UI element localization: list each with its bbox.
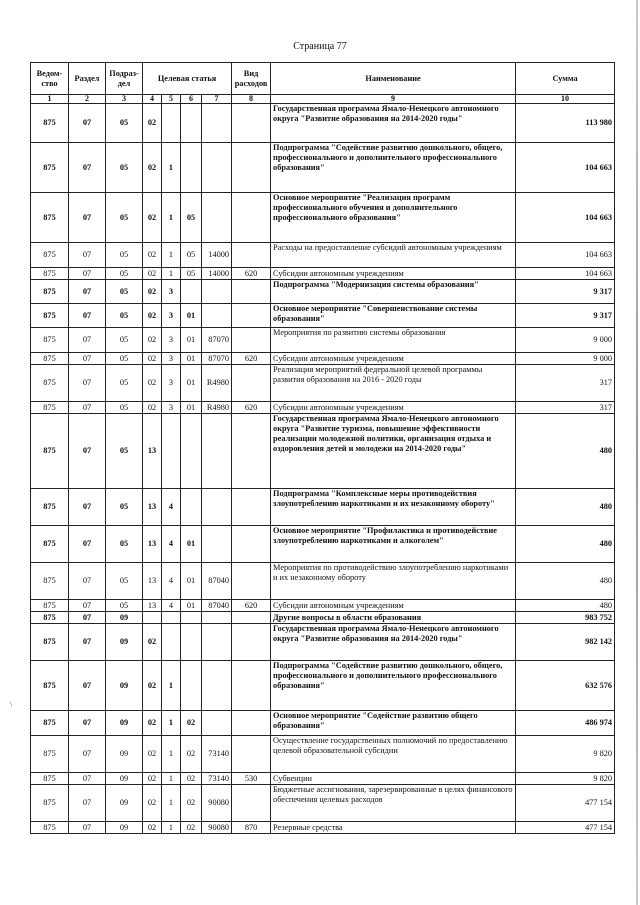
header-vedomstvo: Ведом-ство	[31, 63, 69, 95]
table-row	[31, 600, 615, 612]
column-number-row	[31, 95, 615, 104]
table-row	[31, 365, 615, 402]
row-code-cell: 05	[106, 268, 143, 280]
row-name-cell: Реализация мероприятий федеральной целевой программы развития образования на 2016 - 2020 годы	[271, 365, 516, 402]
column-number: 5	[162, 95, 181, 104]
row-code-cell	[181, 104, 202, 143]
row-name-cell: Подпрограмма "Комплексные меры противодействия злоупотреблению наркотиками и их незаконному обороту"	[271, 489, 516, 526]
row-code-cell	[181, 489, 202, 526]
row-code-cell: 07	[69, 612, 106, 624]
column-number: 8	[232, 95, 271, 104]
row-code-cell: 05	[106, 526, 143, 563]
row-code-cell	[202, 489, 232, 526]
row-code-cell: 05	[106, 365, 143, 402]
row-code-cell: 875	[31, 822, 69, 834]
row-code-cell: 1	[162, 661, 181, 711]
row-code-cell: 07	[69, 243, 106, 268]
row-code-cell: 05	[106, 328, 143, 353]
row-amount-cell: 104 663	[516, 268, 615, 280]
row-code-cell: 02	[143, 143, 162, 193]
row-code-cell: 01	[181, 526, 202, 563]
row-code-cell: 02	[143, 773, 162, 785]
row-code-cell: 07	[69, 624, 106, 661]
row-code-cell: 875	[31, 143, 69, 193]
row-code-cell: 07	[69, 600, 106, 612]
row-code-cell: 05	[106, 304, 143, 328]
row-code-cell: 875	[31, 736, 69, 773]
row-amount-cell: 9 317	[516, 304, 615, 328]
row-amount-cell: 113 980	[516, 104, 615, 143]
row-code-cell: 87040	[202, 563, 232, 600]
header-summa: Сумма	[516, 63, 615, 95]
row-code-cell	[181, 661, 202, 711]
row-code-cell	[232, 624, 271, 661]
row-code-cell: 09	[106, 785, 143, 822]
header-vid-rashodov: Вид расходов	[232, 63, 271, 95]
row-name-cell: Основное мероприятие "Реализация программ профессионального обучения и дополнительного профессионального образования"	[271, 193, 516, 243]
row-code-cell: 05	[181, 193, 202, 243]
row-code-cell: 875	[31, 661, 69, 711]
table-row	[31, 304, 615, 328]
row-code-cell: 875	[31, 624, 69, 661]
row-code-cell: 09	[106, 661, 143, 711]
table-row	[31, 402, 615, 414]
row-code-cell: 875	[31, 328, 69, 353]
row-code-cell: 14000	[202, 243, 232, 268]
row-amount-cell: 983 752	[516, 612, 615, 624]
row-amount-cell: 9 000	[516, 328, 615, 353]
row-amount-cell: 104 663	[516, 243, 615, 268]
column-number: 3	[106, 95, 143, 104]
table-row	[31, 624, 615, 661]
row-code-cell: 07	[69, 402, 106, 414]
row-code-cell: 02	[143, 193, 162, 243]
row-code-cell: 07	[69, 736, 106, 773]
row-code-cell: 07	[69, 304, 106, 328]
row-code-cell	[202, 143, 232, 193]
row-code-cell: 02	[181, 785, 202, 822]
row-code-cell: 875	[31, 353, 69, 365]
row-code-cell	[232, 563, 271, 600]
row-amount-cell: 9 000	[516, 353, 615, 365]
row-code-cell	[162, 104, 181, 143]
row-code-cell: 07	[69, 104, 106, 143]
table-row	[31, 268, 615, 280]
row-code-cell	[181, 143, 202, 193]
row-code-cell: 05	[106, 489, 143, 526]
row-code-cell: 620	[232, 353, 271, 365]
header-razdel: Раздел	[69, 63, 106, 95]
row-code-cell: 620	[232, 402, 271, 414]
row-name-cell: Государственная программа Ямало-Ненецкого автономного округа "Развитие туризма, повышение эффективности реализации молодежной политики, организация отдыха и оздоровления детей и молодежи на 2014-2020 годы"	[271, 414, 516, 489]
row-code-cell: 14000	[202, 268, 232, 280]
table-row	[31, 526, 615, 563]
row-code-cell: 09	[106, 736, 143, 773]
row-code-cell: 13	[143, 563, 162, 600]
row-code-cell: 1	[162, 243, 181, 268]
column-number: 10	[516, 95, 615, 104]
row-name-cell: Бюджетные ассигнования, зарезервированные в целях финансового обеспечения целевых расходов	[271, 785, 516, 822]
row-name-cell: Государственная программа Ямало-Ненецкого автономного округа "Развитие образования на 2014-2020 годы"	[271, 624, 516, 661]
row-code-cell: 01	[181, 365, 202, 402]
column-number: 2	[69, 95, 106, 104]
row-code-cell	[232, 612, 271, 624]
row-code-cell: 01	[181, 600, 202, 612]
row-amount-cell: 486 974	[516, 711, 615, 736]
row-code-cell	[232, 365, 271, 402]
row-code-cell: 07	[69, 822, 106, 834]
row-code-cell: 02	[143, 268, 162, 280]
row-code-cell	[181, 612, 202, 624]
row-code-cell	[232, 193, 271, 243]
table-body	[31, 104, 615, 834]
row-code-cell: 07	[69, 328, 106, 353]
table-row	[31, 785, 615, 822]
row-code-cell: 90080	[202, 822, 232, 834]
row-code-cell	[232, 328, 271, 353]
row-code-cell: 05	[106, 280, 143, 304]
row-code-cell: 02	[181, 736, 202, 773]
row-name-cell: Государственная программа Ямало-Ненецкого автономного округа "Развитие образования на 2014-2020 годы"	[271, 104, 516, 143]
row-code-cell: 07	[69, 143, 106, 193]
row-code-cell	[202, 624, 232, 661]
row-code-cell: 1	[162, 773, 181, 785]
table-header-row	[31, 63, 615, 95]
row-name-cell: Основное мероприятие "Профилактика и противодействие злоупотреблению наркотиками и алкоголем"	[271, 526, 516, 563]
table-row	[31, 612, 615, 624]
row-code-cell: 02	[143, 243, 162, 268]
row-code-cell: 875	[31, 563, 69, 600]
row-code-cell: 05	[106, 600, 143, 612]
row-code-cell: 875	[31, 773, 69, 785]
row-code-cell: 4	[162, 526, 181, 563]
header-podrazdel: Подраз-дел	[106, 63, 143, 95]
row-code-cell	[202, 526, 232, 563]
row-name-cell: Основное мероприятие "Содействие развитию общего образования"	[271, 711, 516, 736]
column-number: 6	[181, 95, 202, 104]
row-code-cell: 09	[106, 624, 143, 661]
row-name-cell: Субсидии автономным учреждениям	[271, 268, 516, 280]
row-code-cell: 07	[69, 365, 106, 402]
row-code-cell: 05	[106, 414, 143, 489]
row-code-cell: 01	[181, 353, 202, 365]
row-amount-cell: 317	[516, 402, 615, 414]
row-code-cell: 875	[31, 526, 69, 563]
header-naimenovanie: Наименование	[271, 63, 516, 95]
row-code-cell: 01	[181, 563, 202, 600]
row-name-cell: Подпрограмма "Модернизация системы образования"	[271, 280, 516, 304]
row-code-cell: R4980	[202, 402, 232, 414]
row-amount-cell: 480	[516, 563, 615, 600]
row-code-cell	[202, 304, 232, 328]
table-row	[31, 243, 615, 268]
row-code-cell: 07	[69, 353, 106, 365]
row-amount-cell: 632 576	[516, 661, 615, 711]
row-code-cell: 875	[31, 280, 69, 304]
row-code-cell	[232, 414, 271, 489]
row-code-cell	[232, 489, 271, 526]
row-code-cell: 05	[106, 402, 143, 414]
row-code-cell: 02	[181, 773, 202, 785]
scan-mark: \	[10, 700, 13, 709]
table-row	[31, 736, 615, 773]
row-code-cell: 07	[69, 526, 106, 563]
row-name-cell: Субвенции	[271, 773, 516, 785]
row-name-cell: Мероприятия по противодействию злоупотреблению наркотиками и их незаконному обороту	[271, 563, 516, 600]
row-code-cell	[181, 414, 202, 489]
row-code-cell: 87040	[202, 600, 232, 612]
row-code-cell: 05	[106, 104, 143, 143]
row-amount-cell: 480	[516, 600, 615, 612]
row-code-cell: 07	[69, 773, 106, 785]
row-code-cell: 05	[106, 243, 143, 268]
row-code-cell: 4	[162, 563, 181, 600]
row-code-cell: 09	[106, 773, 143, 785]
row-code-cell	[232, 104, 271, 143]
row-amount-cell: 480	[516, 414, 615, 489]
row-code-cell: 07	[69, 193, 106, 243]
column-number: 9	[271, 95, 516, 104]
row-code-cell: 09	[106, 711, 143, 736]
column-number: 7	[202, 95, 232, 104]
row-code-cell	[232, 711, 271, 736]
row-code-cell: 05	[106, 563, 143, 600]
row-name-cell: Основное мероприятие "Совершенствование системы образования"	[271, 304, 516, 328]
row-amount-cell: 477 154	[516, 822, 615, 834]
row-code-cell: 05	[106, 143, 143, 193]
row-code-cell: 875	[31, 193, 69, 243]
row-code-cell: 1	[162, 268, 181, 280]
table-row	[31, 822, 615, 834]
row-name-cell: Расходы на предоставление субсидий автономным учреждениям	[271, 243, 516, 268]
row-code-cell: 620	[232, 600, 271, 612]
row-name-cell: Мероприятия по развитию системы образования	[271, 328, 516, 353]
header-celevaya-statya: Целевая статья	[143, 63, 232, 95]
row-code-cell: 05	[106, 193, 143, 243]
row-code-cell: 1	[162, 736, 181, 773]
row-code-cell: 07	[69, 268, 106, 280]
row-amount-cell: 317	[516, 365, 615, 402]
row-code-cell	[202, 612, 232, 624]
row-amount-cell: 104 663	[516, 193, 615, 243]
row-code-cell: 07	[69, 711, 106, 736]
budget-table	[30, 62, 615, 834]
row-code-cell: 1	[162, 143, 181, 193]
row-name-cell: Другие вопросы в области образования	[271, 612, 516, 624]
table-row	[31, 773, 615, 785]
row-code-cell: 3	[162, 353, 181, 365]
row-code-cell	[143, 612, 162, 624]
table-row	[31, 414, 615, 489]
row-code-cell: 07	[69, 280, 106, 304]
page-edge	[636, 0, 638, 905]
row-code-cell: 1	[162, 193, 181, 243]
row-name-cell: Осуществление государственных полномочий по предоставлению целевой образовательной субсидии	[271, 736, 516, 773]
row-code-cell	[202, 711, 232, 736]
row-code-cell: 02	[181, 822, 202, 834]
row-code-cell: 875	[31, 612, 69, 624]
row-code-cell	[232, 736, 271, 773]
row-code-cell: 1	[162, 822, 181, 834]
row-code-cell: 02	[143, 736, 162, 773]
row-code-cell: 875	[31, 600, 69, 612]
row-code-cell: 875	[31, 268, 69, 280]
row-name-cell: Субсидии автономным учреждениям	[271, 402, 516, 414]
row-code-cell	[202, 104, 232, 143]
row-code-cell: 1	[162, 785, 181, 822]
row-code-cell: 02	[143, 822, 162, 834]
row-code-cell: 870	[232, 822, 271, 834]
row-code-cell	[202, 661, 232, 711]
row-code-cell	[202, 414, 232, 489]
row-code-cell: 875	[31, 402, 69, 414]
row-code-cell: 90080	[202, 785, 232, 822]
row-code-cell: 620	[232, 268, 271, 280]
row-code-cell	[162, 414, 181, 489]
row-code-cell	[232, 304, 271, 328]
row-code-cell: 05	[181, 268, 202, 280]
row-code-cell	[162, 624, 181, 661]
row-code-cell: 13	[143, 414, 162, 489]
row-code-cell	[232, 143, 271, 193]
table-row	[31, 104, 615, 143]
row-amount-cell: 982 142	[516, 624, 615, 661]
table-row	[31, 143, 615, 193]
table-row	[31, 193, 615, 243]
row-code-cell: 13	[143, 526, 162, 563]
row-code-cell	[202, 193, 232, 243]
row-code-cell: 02	[143, 365, 162, 402]
row-code-cell: 875	[31, 243, 69, 268]
table-row	[31, 328, 615, 353]
table-row	[31, 280, 615, 304]
row-code-cell: 875	[31, 304, 69, 328]
row-amount-cell: 9 820	[516, 736, 615, 773]
row-code-cell	[202, 280, 232, 304]
row-code-cell: 875	[31, 489, 69, 526]
row-code-cell: 875	[31, 414, 69, 489]
row-code-cell: 02	[143, 280, 162, 304]
row-code-cell: 875	[31, 104, 69, 143]
row-code-cell: R4980	[202, 365, 232, 402]
row-amount-cell: 9 820	[516, 773, 615, 785]
row-name-cell: Резервные средства	[271, 822, 516, 834]
row-amount-cell: 480	[516, 489, 615, 526]
row-code-cell: 07	[69, 414, 106, 489]
row-code-cell: 3	[162, 304, 181, 328]
row-code-cell: 01	[181, 402, 202, 414]
row-code-cell: 3	[162, 280, 181, 304]
row-code-cell: 02	[143, 328, 162, 353]
row-code-cell: 13	[143, 489, 162, 526]
table-row	[31, 563, 615, 600]
row-name-cell: Субсидии автономным учреждениям	[271, 353, 516, 365]
table-row	[31, 711, 615, 736]
row-code-cell: 4	[162, 600, 181, 612]
row-name-cell: Субсидии автономным учреждениям	[271, 600, 516, 612]
table-row	[31, 661, 615, 711]
row-name-cell: Подпрограмма "Содействие развитию дошкольного, общего, профессионального и дополнительного профессионального образования"	[271, 661, 516, 711]
row-code-cell: 07	[69, 785, 106, 822]
row-code-cell: 01	[181, 304, 202, 328]
row-code-cell: 07	[69, 661, 106, 711]
row-code-cell	[181, 624, 202, 661]
row-code-cell	[162, 612, 181, 624]
row-code-cell: 02	[143, 104, 162, 143]
row-code-cell	[232, 526, 271, 563]
row-code-cell: 3	[162, 402, 181, 414]
row-code-cell: 3	[162, 328, 181, 353]
row-code-cell: 05	[181, 243, 202, 268]
row-code-cell: 02	[143, 711, 162, 736]
row-code-cell	[181, 280, 202, 304]
row-code-cell	[232, 785, 271, 822]
row-amount-cell: 480	[516, 526, 615, 563]
row-code-cell: 07	[69, 489, 106, 526]
column-number: 4	[143, 95, 162, 104]
row-code-cell: 01	[181, 328, 202, 353]
row-code-cell: 87070	[202, 328, 232, 353]
row-amount-cell: 104 663	[516, 143, 615, 193]
row-code-cell: 13	[143, 600, 162, 612]
row-code-cell	[232, 243, 271, 268]
row-code-cell	[232, 661, 271, 711]
row-code-cell: 05	[106, 353, 143, 365]
row-code-cell: 07	[69, 563, 106, 600]
row-amount-cell: 477 154	[516, 785, 615, 822]
row-code-cell: 09	[106, 612, 143, 624]
row-code-cell: 73140	[202, 773, 232, 785]
row-code-cell: 02	[143, 624, 162, 661]
row-code-cell: 875	[31, 711, 69, 736]
row-code-cell: 02	[143, 353, 162, 365]
column-number: 1	[31, 95, 69, 104]
row-code-cell: 3	[162, 365, 181, 402]
row-code-cell: 4	[162, 489, 181, 526]
table-row	[31, 489, 615, 526]
row-code-cell: 02	[143, 304, 162, 328]
row-code-cell: 530	[232, 773, 271, 785]
row-code-cell: 73140	[202, 736, 232, 773]
row-code-cell: 02	[181, 711, 202, 736]
row-code-cell: 87070	[202, 353, 232, 365]
table-row	[31, 353, 615, 365]
row-code-cell: 02	[143, 402, 162, 414]
row-code-cell: 09	[106, 822, 143, 834]
row-code-cell: 02	[143, 661, 162, 711]
page-number: Страница 77	[293, 41, 347, 52]
row-code-cell	[232, 280, 271, 304]
row-code-cell: 875	[31, 785, 69, 822]
row-amount-cell: 9 317	[516, 280, 615, 304]
row-code-cell: 02	[143, 785, 162, 822]
row-name-cell: Подпрограмма "Содействие развитию дошкольного, общего, профессионального и дополнительного профессионального образования"	[271, 143, 516, 193]
row-code-cell: 1	[162, 711, 181, 736]
row-code-cell: 875	[31, 365, 69, 402]
